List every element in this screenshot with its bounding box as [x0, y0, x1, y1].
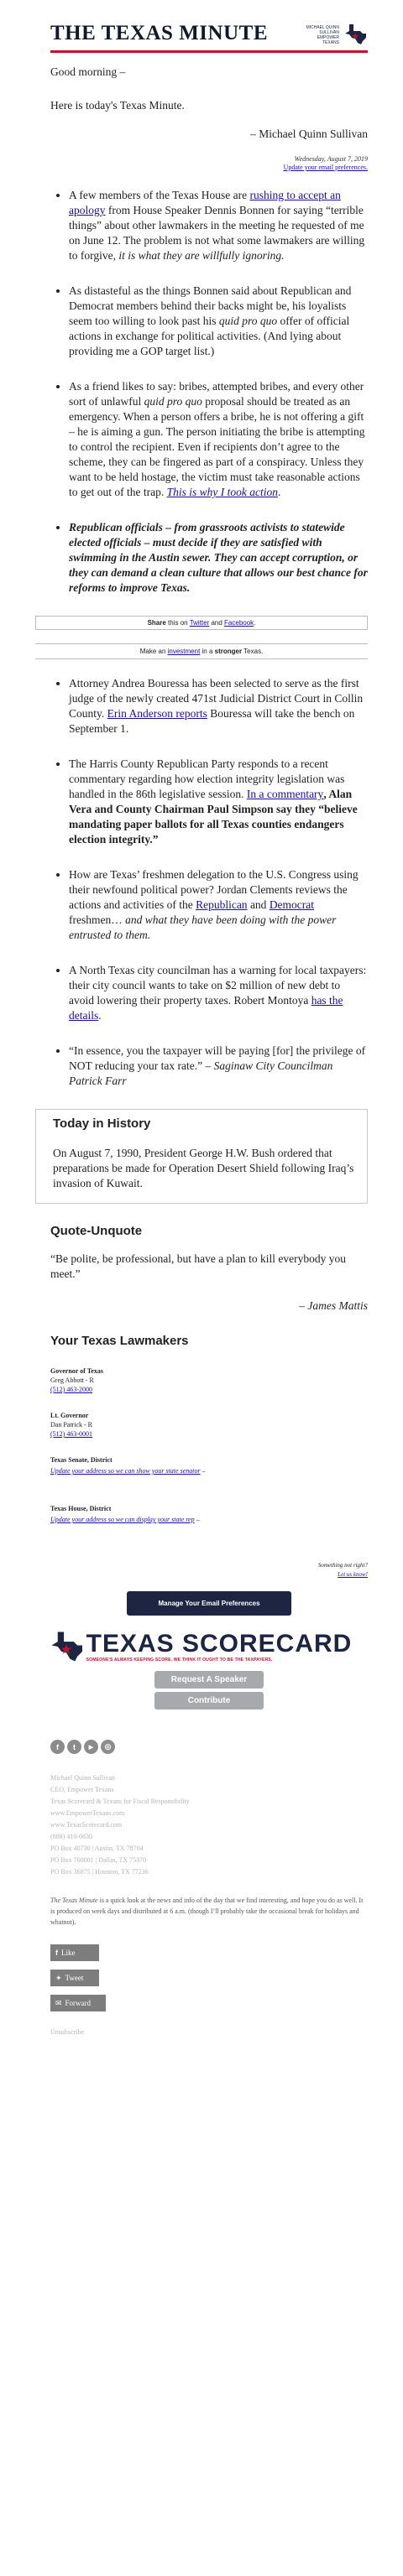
today-in-history-box: [35, 1109, 368, 1204]
details-link[interactable]: has the details: [69, 994, 343, 1022]
list-item: • Republican officials – from grassroots activists to statewide elected officials – must decide if they are satisfied with swimming in the Austin sewer. They can accept corruption, or they can demand a clean culture that allows our best chance for reforms to improve Texas.: [69, 520, 368, 596]
lawmaker-house: Texas House, District Update your address so we can display your state rep –: [50, 1505, 200, 1523]
request-speaker-button[interactable]: Request A Speaker: [154, 1671, 264, 1689]
let-us-know-link[interactable]: Let us know!: [338, 1571, 368, 1578]
list-item: • A North Texas city councilman has a warning for local taxpayers: their city council wants to take on $2 million of new debt to avoid lowering their property taxes. Robert Montoya has the details.: [69, 963, 368, 1023]
issue-date: Wednesday, August 7, 2019: [294, 155, 368, 163]
texas-scorecard-logo: [32, 1631, 368, 1663]
masthead-title: THE TEXAS MINUTE: [50, 22, 268, 44]
header-tagline: MICHAEL QUINN SULLIVAN EMPOWER TEXANS: [306, 25, 339, 45]
feedback-prompt: Something not right? Let us know!: [317, 1562, 368, 1578]
lawmaker-governor: Governor of Texas Greg Abbott - R (512) 463-2000: [50, 1367, 103, 1393]
invest-box: Make an investment in a stronger Texas.: [35, 643, 368, 659]
news-list-secondary: [50, 676, 368, 1089]
apology-link[interactable]: rushing to accept an apology: [69, 189, 341, 216]
tweet-button[interactable]: ✦ Tweet: [50, 1970, 99, 1986]
list-item: • Attorney Andrea Bouressa has been selected to serve as the first judge of the newly created 471st Judicial District Court in Collin County. Erin Anderson reports Bouressa will take the bench on September 1.: [69, 676, 368, 736]
footer-note: The Texas Minute is a quick look at the news and info of the day that we find interesting, and hope you do as well. It is produced on week days and distributed at 6 a.m. (though I’ll probably take the occasional break for holidays and whatnot).: [50, 1897, 364, 1926]
header-brand: [302, 23, 368, 45]
today-in-history-text: On August 7, 1990, President George H.W. Bush ordered that preparations be made for Operation Desert Shield following Iraq’s invasion of Kuwait.: [53, 1147, 354, 1189]
took-action-link[interactable]: This is why I took action: [166, 486, 278, 498]
mail-icon: ✉: [55, 1998, 62, 2007]
social-icons: [50, 1740, 368, 1754]
greeting: Good morning –: [50, 65, 126, 78]
footer-contact: Michael Quinn Sullivan CEO, Empower Texans Texas Scorecard & Texans for Fiscal Responsibility www.EmpowerTexans.com www.TexasScorecard.com (888) 410-0830 PO Box 40730 | Austin, TX 78704 PO Box 700001 | Dallas, TX 75370 PO Box 36875 | Houston, TX 77236: [50, 1772, 368, 1878]
quote-author: – James Mattis: [299, 1299, 368, 1312]
news-list-primary: [50, 188, 368, 596]
house-address-link[interactable]: Update your address so we can display your state rep: [50, 1516, 195, 1523]
forward-button[interactable]: ✉ Forward: [50, 1995, 106, 2011]
commentary-link[interactable]: In a commentary: [246, 788, 324, 800]
erin-anderson-link[interactable]: Erin Anderson reports: [107, 707, 207, 720]
lawmaker-lt-governor: Lt. Governor Dan Patrick - R (512) 463-0001: [50, 1412, 92, 1438]
update-preferences-link[interactable]: Update your email preferences.: [283, 164, 368, 171]
share-twitter-link[interactable]: Twitter: [189, 619, 210, 627]
texasscorecard-link[interactable]: www.TexasScorecard.com: [50, 1821, 123, 1829]
governor-phone-link[interactable]: (512) 463-2000: [50, 1386, 92, 1393]
list-item: • As a friend likes to say: bribes, attempted bribes, and every other sort of unlawful quid pro quo proposal should be treated as an emergency. When a person offers a bribe, he is not offering a gift – he is aiming a gun. The person initiating the bribe is attempting to control the recipient. Even if recipients don’t agree to the scheme, they can be fingered as part of a conspiracy. Unless they want to be held hostage, the victim must take reasonable actions to get out of the trap. This is why I took action.: [69, 379, 368, 500]
today-in-history-title: Today in History: [53, 1116, 151, 1131]
twitter-icon[interactable]: t: [67, 1740, 81, 1754]
lawmaker-senate: Texas Senate, District Update your address so we can show your state senator –: [50, 1456, 206, 1475]
texas-star-icon: [343, 23, 368, 45]
instagram-icon[interactable]: ◎: [101, 1740, 115, 1754]
lt-governor-phone-link[interactable]: (512) 463-0001: [50, 1430, 92, 1438]
republican-link[interactable]: Republican: [196, 898, 248, 911]
masthead-header: [50, 0, 368, 53]
quote-text: “Be polite, be professional, but have a plan to kill everybody you meet.”: [50, 1252, 347, 1280]
like-button[interactable]: f Like: [50, 1944, 99, 1961]
scorecard-tagline: SOMEONE'S ALWAYS KEEPING SCORE. WE THINK IT OUGHT TO BE THE TAXPAYERS.: [86, 1657, 273, 1663]
manage-preferences-button[interactable]: Manage Your Email Preferences: [127, 1591, 291, 1616]
list-item: • A few members of the Texas House are rushing to accept an apology from House Speaker Dennis Bonnen for saying “terrible things” about other lawmakers in the meeting he requested of me on June 12. The problem is not what some lawmakers are willing to forgive, it is what they are willfully ignoring.: [69, 188, 368, 263]
investment-link[interactable]: investment: [167, 648, 201, 655]
share-box: Share this on Twitter and Facebook.: [35, 616, 368, 630]
twitter-icon: ✦: [55, 1973, 62, 1982]
signature: – Michael Quinn Sullivan: [250, 127, 368, 140]
unsubscribe-link[interactable]: Unsubscribe: [50, 2028, 84, 2036]
intro-line: Here is today's Texas Minute.: [50, 99, 185, 112]
contribute-button[interactable]: Contribute: [154, 1692, 264, 1710]
share-buttons: [50, 1944, 368, 2011]
facebook-icon[interactable]: f: [50, 1740, 65, 1754]
democrat-link[interactable]: Democrat: [269, 898, 315, 911]
list-item: • As distasteful as the things Bonnen said about Republican and Democrat members behind their backs might be, his loyalists seem too willing to look past his quid pro quo offer of official actions in exchange for political activities. (And lying about providing me a GOP target list.): [69, 284, 368, 359]
lawmakers-title: Your Texas Lawmakers: [50, 1334, 189, 1348]
quote-unquote-title: Quote-Unquote: [50, 1224, 143, 1238]
senate-address-link[interactable]: Update your address so we can show your state senator: [50, 1467, 201, 1475]
empowertexans-link[interactable]: www.EmpowerTexans.com: [50, 1809, 125, 1817]
list-item: • How are Texas’ freshmen delegation to the U.S. Congress using their newfound political power? Jordan Clements reviews the actions and activities of the Republican and Democrat freshmen… and what they have been doing with the power entrusted to them.: [69, 867, 368, 943]
list-item: • The Harris County Republican Party responds to a recent commentary regarding how election integrity legislation was handled in the 86th legislative session. In a commentary, Alan Vera and County Chairman Paul Simpson say they “believe mandating paper ballots for all Texas counties endangers election integrity.”: [69, 757, 368, 847]
youtube-icon[interactable]: ▶: [84, 1740, 98, 1754]
share-facebook-link[interactable]: Facebook: [224, 619, 254, 627]
facebook-icon: f: [55, 1949, 58, 1957]
scorecard-title: TEXAS SCORECARD: [86, 1629, 353, 1657]
list-item: • “In essence, you the taxpayer will be paying [for] the privilege of NOT reducing your tax rate.” – Saginaw City Councilman Patrick Farr: [69, 1043, 368, 1089]
texas-scorecard-icon: [48, 1631, 85, 1663]
